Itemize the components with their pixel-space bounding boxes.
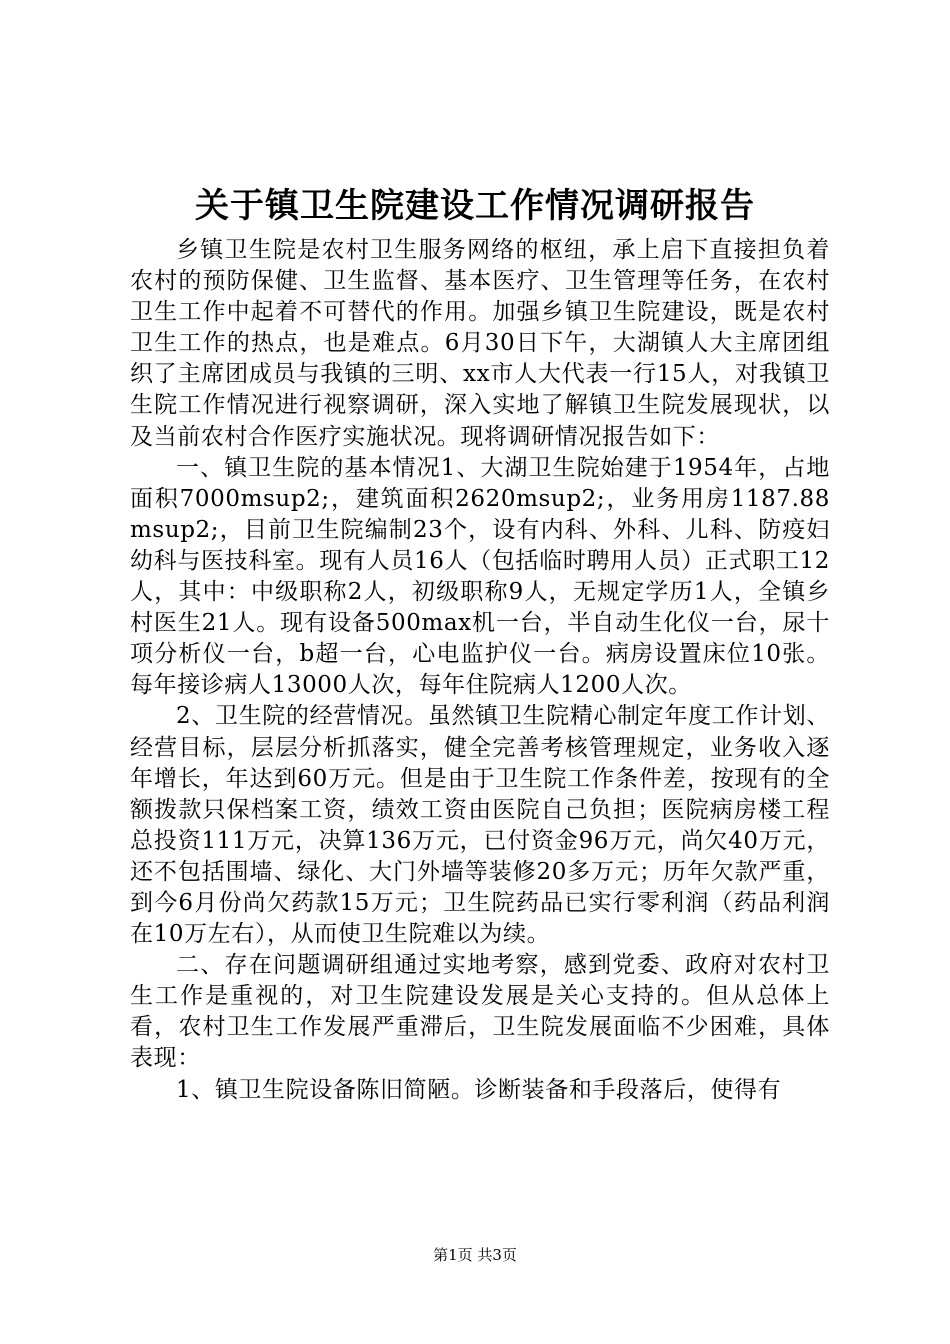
paragraph-basic-situation: 一、镇卫生院的基本情况1、大湖卫生院始建于1954年，占地面积7000msup2;，建筑面积2620msup2;，业务用房1187.88msup2;，目前卫生院编制23个，设有内科、外科、儿科、防疫妇幼科与医技科室。现有人员16人（包括临时聘用人员）正式职工12人，其中：中级职称2人，初级职称9人，无规定学历1人，全镇乡村医生21人。现有设备500max机一台，半自动生化仪一台，尿十项分析仪一台，b超一台，心电监护仪一台。病房设置床位10张。每年接诊病人13000人次，每年住院病人1200人次。 <box>130 454 830 699</box>
page-footer: 第1页 共3页 <box>433 1246 517 1264</box>
paragraph-problems: 二、存在问题调研组通过实地考察，感到党委、政府对农村卫生工作是重视的，对卫生院建设发展是关心支持的。但从总体上看，农村卫生工作发展严重滞后，卫生院发展面临不少困难，具体表现： <box>130 952 830 1072</box>
paragraph-operation-situation: 2、卫生院的经营情况。虽然镇卫生院精心制定年度工作计划、经营目标，层层分析抓落实，健全完善考核管理规定，业务收入逐年增长，年达到60万元。但是由于卫生院工作条件差，按现有的全额拨款只保档案工资，绩效工资由医院自己负担；医院病房楼工程总投资111万元，决算136万元，已付资金96万元，尚欠40万元，还不包括围墙、绿化、大门外墙等装修20多万元；历年欠款严重，到今6月份尚欠药款15万元；卫生院药品已实行零利润（药品利润在10万左右），从而使卫生院难以为续。 <box>130 703 830 948</box>
paragraph-problem-1: 1、镇卫生院设备陈旧简陋。诊断装备和手段落后，使得有 <box>176 1076 782 1103</box>
paragraph-intro: 乡镇卫生院是农村卫生服务网络的枢纽，承上启下直接担负着农村的预防保健、卫生监督、基本医疗、卫生管理等任务，在农村卫生工作中起着不可替代的作用。加强乡镇卫生院建设，既是农村卫生工作的热点，也是难点。6月30日下午，大湖镇人大主席团组织了主席团成员与我镇的三明、xx市人大代表一行15人，对我镇卫生院工作情况进行视察调研，深入实地了解镇卫生院发展现状，以及当前农村合作医疗实施状况。现将调研情况报告如下： <box>130 237 830 450</box>
document-title: 关于镇卫生院建设工作情况调研报告 <box>195 186 755 226</box>
document-body <box>130 235 830 1106</box>
